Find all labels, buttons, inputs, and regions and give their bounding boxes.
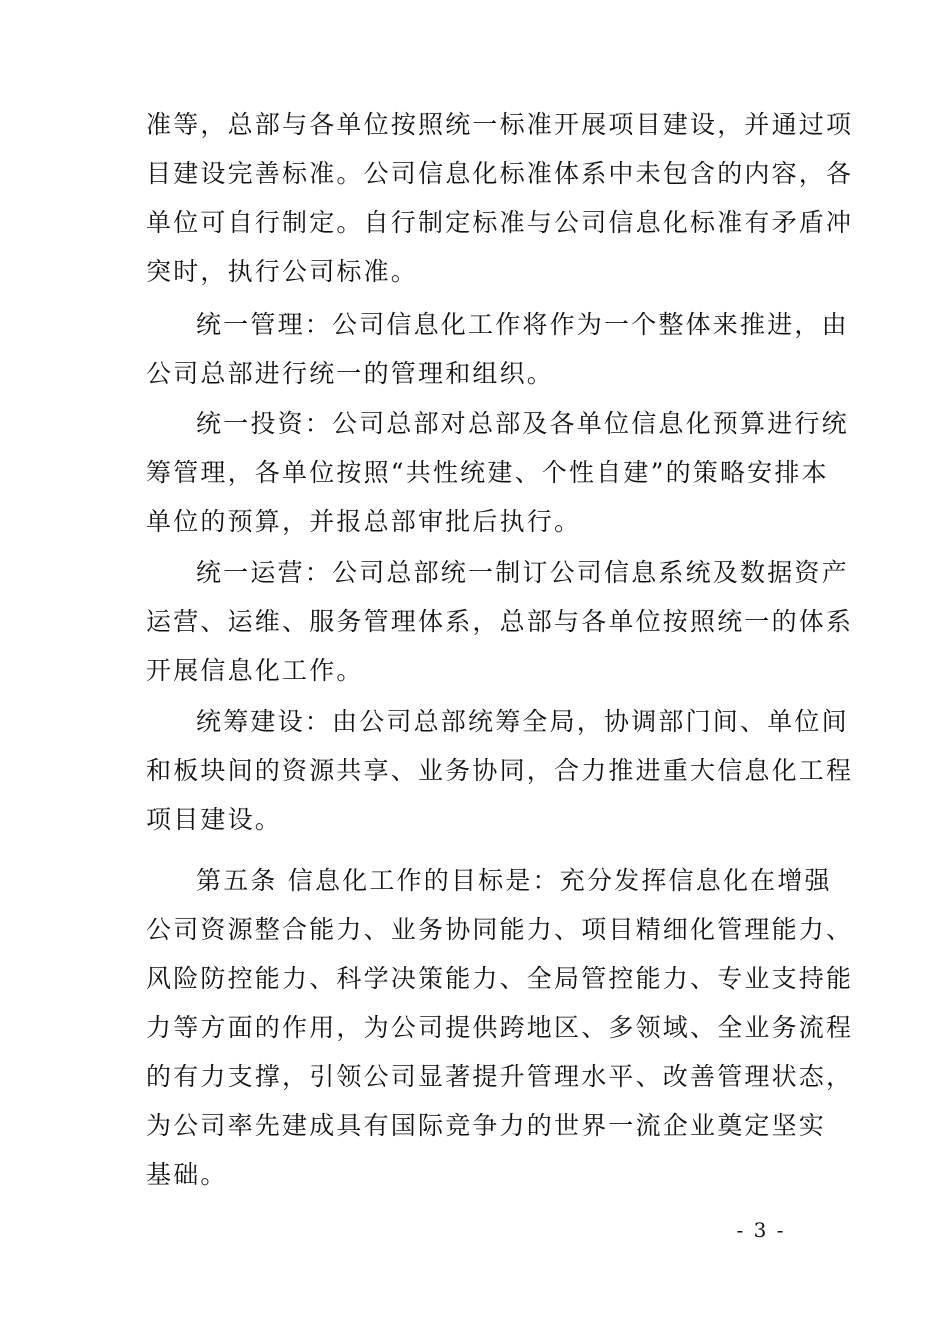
text-line: 的有力支撑，引领公司显著提升管理水平、改善管理状态，: [146, 1062, 854, 1091]
page-number: - 3 -: [736, 1218, 786, 1242]
text-line: 风险防控能力、科学决策能力、全局管控能力、专业支持能: [146, 964, 854, 993]
paragraph-unified-operation: [146, 548, 854, 695]
text-line: 公司总部进行统一的管理和组织。: [146, 359, 555, 388]
text-line: 突时，执行公司标准。: [146, 257, 419, 286]
text-line: 力等方面的作用，为公司提供跨地区、多领域、全业务流程: [146, 1013, 854, 1042]
text-line: 统一管理：公司信息化工作将作为一个整体来推进，由: [196, 310, 849, 339]
text-line: 运营、运维、服务管理体系，总部与各单位按照统一的体系: [146, 607, 854, 636]
text-line: 项目建设。: [146, 805, 283, 834]
text-line: 统一投资：公司总部对总部及各单位信息化预算进行统: [196, 409, 849, 438]
text-line: 目建设完善标准。公司信息化标准体系中未包含的内容，各: [146, 159, 854, 188]
text-line: 单位的预算，并报总部审批后执行。: [146, 507, 582, 536]
text-line: 公司资源整合能力、业务协同能力、项目精细化管理能力、: [146, 915, 854, 944]
text-line: 开展信息化工作。: [146, 656, 364, 685]
text-line: 统一运营：公司总部统一制订公司信息系统及数据资产: [196, 558, 849, 587]
paragraph-article-five: [146, 856, 854, 1199]
paragraph-unified-management: [146, 300, 849, 398]
text-line: 统筹建设：由公司总部统筹全局，协调部门间、单位间: [196, 707, 849, 736]
paragraph-coordinated-construction: [146, 697, 854, 844]
paragraph-unified-investment: [146, 399, 849, 546]
paragraph-standards-continued: [146, 100, 854, 296]
text-line: 筹管理，各单位按照“共性统建、个性自建”的策略安排本: [146, 458, 829, 487]
text-line: 第五条 信息化工作的目标是：充分发挥信息化在增强: [196, 866, 832, 895]
text-line: 基础。: [146, 1160, 228, 1189]
text-line: 准等，总部与各单位按照统一标准开展项目建设，并通过项: [146, 110, 854, 139]
text-line: 和板块间的资源共享、业务协同，合力推进重大信息化工程: [146, 756, 854, 785]
text-line: 单位可自行制定。自行制定标准与公司信息化标准有矛盾冲: [146, 208, 854, 237]
text-line: 为公司率先建成具有国际竞争力的世界一流企业奠定坚实: [146, 1111, 827, 1140]
